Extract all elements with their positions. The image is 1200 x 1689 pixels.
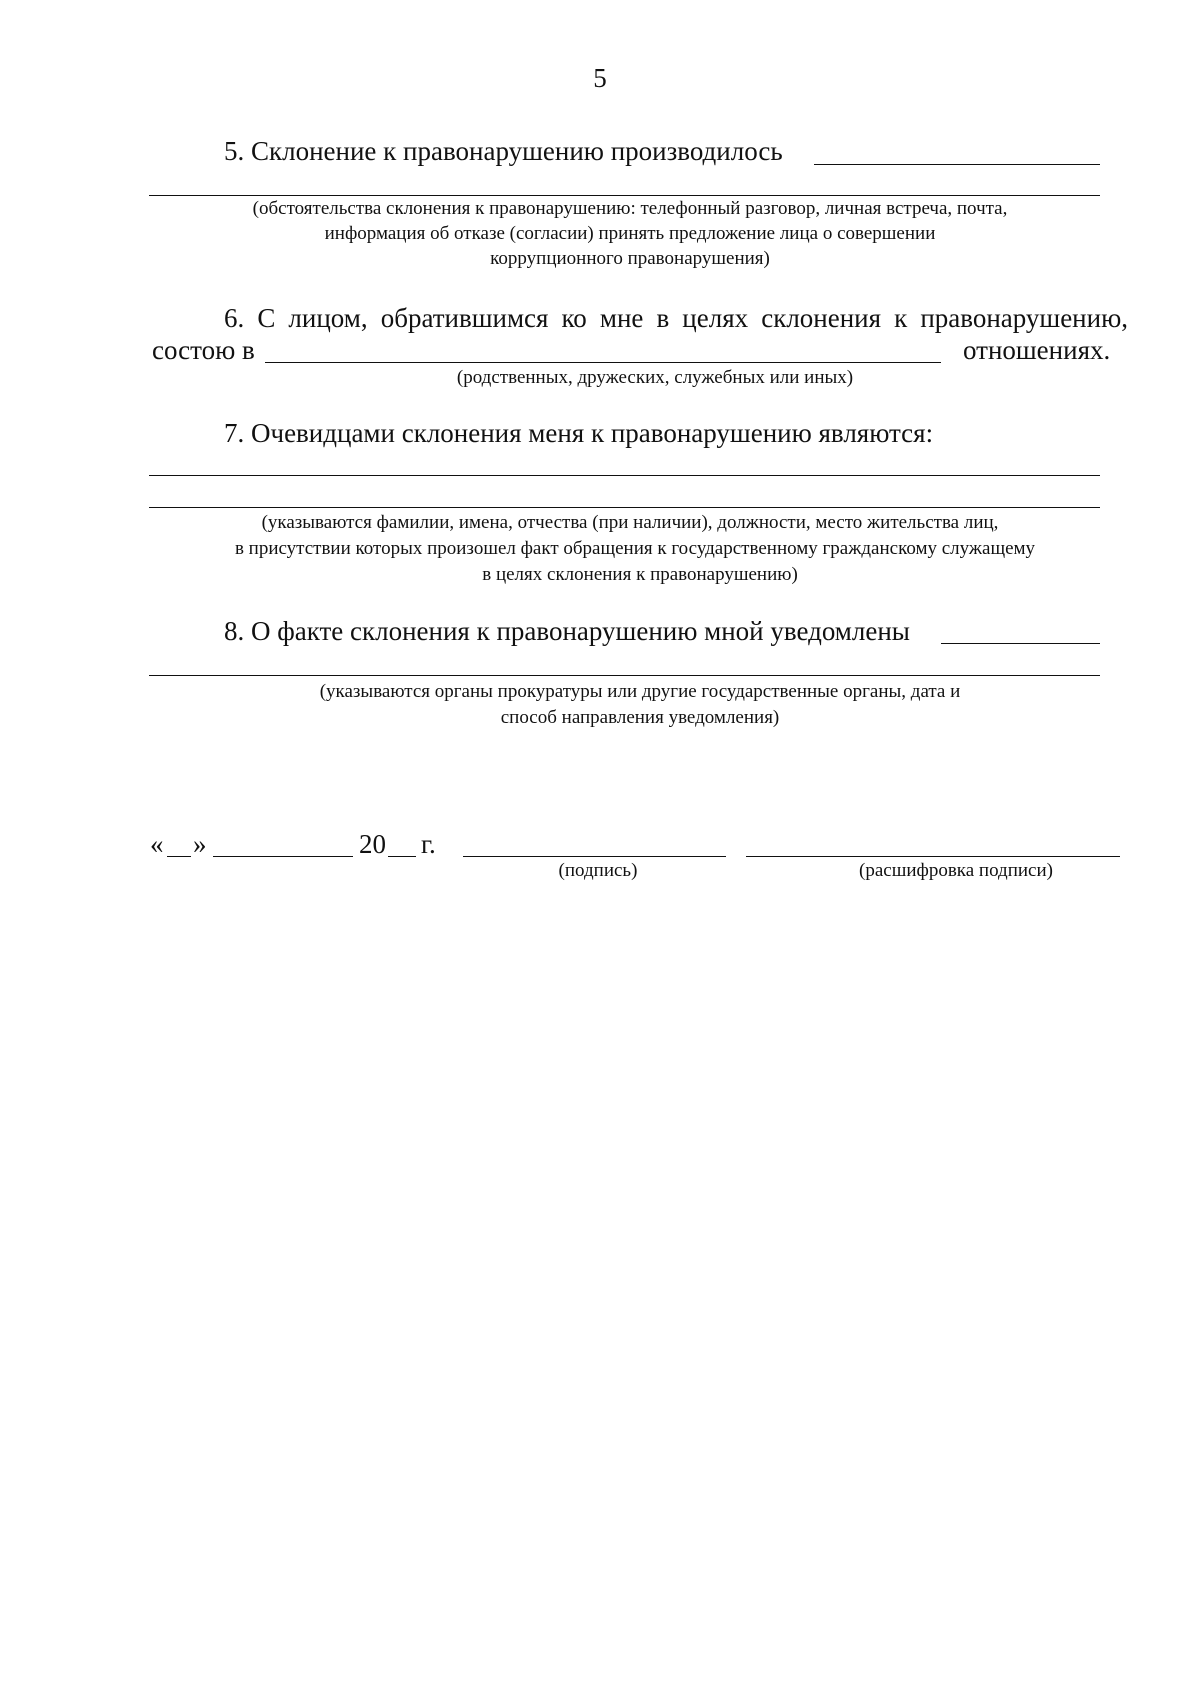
item6-note: (родственных, дружеских, служебных или иных) (456, 367, 854, 388)
signature-decoding-label: (расшифровка подписи) (859, 860, 1053, 881)
item5-note-line-1: (обстоятельства склонения к правонарушению: телефонный разговор, личная встреча, почта, (252, 198, 1008, 219)
item7-line-1 (149, 475, 1100, 476)
item6-line-2-prefix: состою в (152, 335, 255, 365)
item5-full-line (149, 195, 1100, 196)
signature-line (463, 856, 726, 857)
item8-text: 8. О факте склонения к правонарушению мной уведомлены (224, 616, 910, 646)
signature-label: (подпись) (558, 860, 638, 881)
date-year-line (388, 856, 416, 857)
item7-note-line-2: в присутствии которых произошел факт обращения к государственному гражданскому служащему (234, 538, 1036, 559)
item7-note-line-3: в целях склонения к правонарушению) (482, 564, 798, 585)
item8-note-line-2: способ направления уведомления) (500, 707, 780, 728)
date-year-suffix: г. (421, 829, 436, 859)
date-quote-close: » (193, 829, 207, 859)
item5-fill-line (814, 164, 1100, 165)
date-month-line (213, 856, 353, 857)
item8-note-line-1: (указываются органы прокуратуры или другие государственные органы, дата и (319, 681, 961, 702)
item7-text: 7. Очевидцами склонения меня к правонарушению являются: (224, 418, 934, 448)
page-number: 5 (593, 63, 607, 93)
signature-decoding-line (746, 856, 1120, 857)
item5-note-line-2: информация об отказе (согласии) принять предложение лица о совершении (324, 223, 936, 244)
item5-text: 5. Склонение к правонарушению производилось (224, 136, 783, 166)
item6-line-1: 6. С лицом, обратившимся ко мне в целях склонения к правонарушению, (224, 303, 1128, 333)
item7-note-line-1: (указываются фамилии, имена, отчества (при наличии), должности, место жительства лиц, (261, 512, 999, 533)
date-day-line (167, 856, 191, 857)
item6-line-2-suffix: отношениях. (963, 335, 1111, 365)
item5-note-line-3: коррупционного правонарушения) (490, 248, 770, 269)
date-year-prefix: 20 (359, 829, 386, 859)
date-quote-open: « (150, 829, 164, 859)
item8-full-line (149, 675, 1100, 676)
item6-fill-line (265, 362, 941, 363)
item7-line-2 (149, 507, 1100, 508)
item8-fill-line (941, 643, 1100, 644)
